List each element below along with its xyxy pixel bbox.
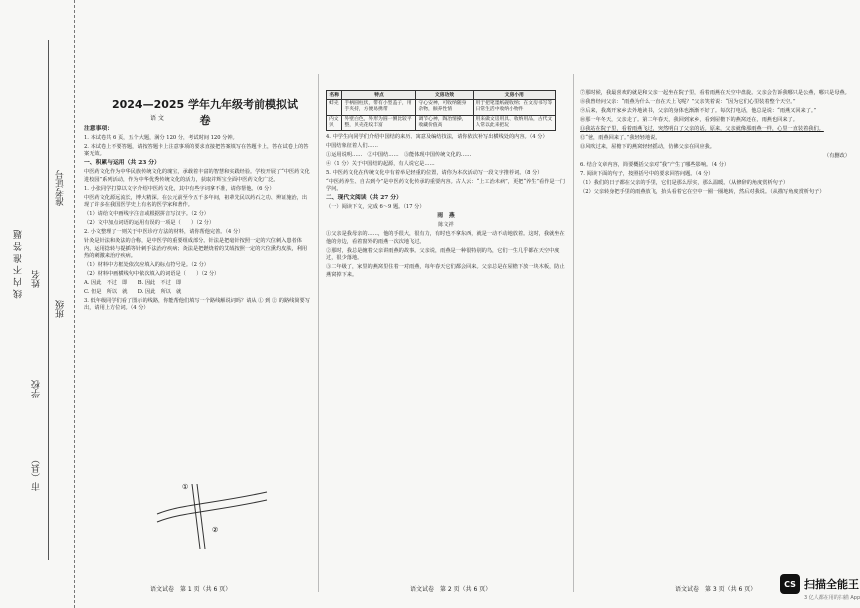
page1-column [84,126,312,314]
scanner-logo-icon: CS [780,574,800,594]
paragraph: ①运用说明…… ②中国结…… ③能体现中国传统文化的…… [326,152,472,159]
map-road [157,500,267,522]
question: 7. 阅读下面的句子，按照括号中的要求回答问题。（4 分） [580,171,714,177]
route-map [152,474,272,554]
map-road [197,484,205,549]
question: （1）我们的日子都在父亲的手里，它们是那么厚实，那么温暖。（从修辞的角度赏析句子） [580,180,789,186]
binding-line [48,40,49,560]
info-table [326,90,556,131]
option: A. 因此 不过 即 B. 因此 不过 即 [84,280,182,287]
map-road [192,484,200,549]
binding-warning: 线 内 不 准 答 题 [14,230,24,299]
section-title: 二、现代文阅读（共 27 分） [326,195,402,202]
page2-column [326,90,566,281]
paragraph: ⑪我站在院子里，看着雨燕飞过，突然明白了父亲的话。原来，父亲就像那雨燕一样，心里一直装着我们。 [580,126,824,132]
paragraph: 中医药文化作为中华民族传统文化的瑰宝，承载着丰富的智慧和实践经验。学校开展了“中医药文化进校园”系列活动，作为中华优秀传统文化的活力，获取并辉宝全面中医药文化广泛。 [84,169,310,183]
paragraph: 针灸是针法和灸法的合称，是中医学的重要组成部分。针法是把毫针按照一定的穴位刺入患者体内，运用捻转与提插等针刺手法治疗疾病；灸法是把燃烧着的艾绒按照一定的穴位熏灼皮肤，利用热的刺激来治疗疾病。 [84,238,308,260]
table-header: 特点 [342,91,416,100]
question: （2）材料中画横线句中依次填入的词语是（ ）（2 分） [84,271,220,278]
map-label: ① [182,483,189,491]
paragraph: ③二年级了，家里的燕窝里住着一对雨燕，每年春天它们都会回来。父亲总是在屋檐下放一块木板，防止燕窝掉下来。 [326,264,565,278]
paragraph: ①父亲是我母亲的……，他的手很大，很有力，有时也不拿东西，就是一动不动地放着。这时，我就坐在他的旁边，看着窗外的雨燕一次次地飞过。 [326,231,565,245]
page3-footer: 语文试卷 第 3 页（共 6 页） [675,586,757,593]
county-label: 市（县） [32,455,42,491]
paragraph: ⑨后来，我离开家乡去外地读书，父亲的身体也渐渐不好了。每次打电话，他总是说：“雨燕又回来了。” [580,108,817,114]
scanner-name: 扫描全能王 [804,578,859,591]
question: （2）文中加点词语的运用有误的一项是（ ）（2 分） [84,220,215,227]
question: （1）请给文中画线字注音或根据拼音写汉字。（2 分） [84,211,209,218]
page-title: 2024—2025 学年九年级考前模拟试卷 [111,98,299,127]
paragraph: 中医药文化源远流长，博大精深。在公元前至今五千多年间，祖辈先民以药石之功、辨证施治，出现了许多在我国医学史上有名的医学家和著作。 [84,194,308,209]
name-label: 姓名 [32,270,42,288]
question: （2）父亲转身把手里的雨燕放飞，抬头看着它在空中一圈一圈地转，然后对我说。（从描写角度赏析句子） [580,189,825,195]
table-header: 名称 [327,91,342,100]
paragraph: ⑫“爸，雨燕回来了。”我轻轻地说。 [580,135,661,141]
class-label: 班级 [56,300,66,318]
table-header: 文房功效 [416,91,473,100]
table-cell: 外壁白色，外形为圆一侧比较平整，贝壳花纹丰富 [342,115,416,130]
note-item: 1. 本试卷共 6 页，五个大题，满分 120 分，考试时间 120 分钟。 [84,135,238,141]
column-divider [573,74,574,592]
page-subtitle: 语 文 [150,115,164,122]
question: 2. 小文整理了一则关于中医诊疗方法的材料，请你帮他完善。（4 分） [84,229,244,236]
binding-margin [0,0,75,608]
paragraph: ②那时，我总是缠着父亲讲雨燕的故事。父亲说，雨燕是一种很特别的鸟，它们一生几乎都在天空中度过，很少落地。 [326,247,560,262]
question: 5. 中医药文化在传统文化中有着举足轻重的位置，请你为本次活动写一段文字推荐词。（8 分） [326,170,543,177]
school-label: 学校 [32,380,42,398]
table-row [327,115,556,130]
map-label: ② [212,526,219,534]
option: C. 但是 所以 就 D. 因此 所以 就 [84,289,182,296]
question: （一）阅读下文，完成 6～9 题。（17 分） [326,204,425,211]
question: （1）材料中方框处依次应填入的标点符号是。（2 分） [84,262,209,269]
exam-no-label: 准考证号 [56,170,66,206]
table-header: 文房小用 [473,91,556,100]
scanner-tagline: 3 亿人都在用的扫描 App [804,595,860,601]
paragraph: ⑦那时候，我最喜欢的就是和父亲一起坐在院子里，看着雨燕在天空中盘旋。父亲会告诉我哪只是公燕，哪只是母燕。 [580,90,850,96]
table-cell: 用于把笔墨纸砚收纳；在文房书写等日常生活中收纳小物件 [473,100,556,115]
question: 4. 中学生向同学们介绍中国结的来历、寓意及编结技法，请你依次补写出横线处的内容。（4 分） [326,134,548,141]
table-cell: 调节心神，陶冶情操，收藏价值高 [416,115,473,130]
table-header-row [327,91,556,100]
article-title: 雨 燕 [437,213,455,220]
table-cell: 内文贝 [327,115,342,130]
notes-title: 注意事项： [84,126,113,132]
column-divider [318,74,319,592]
page1-footer: 语文试卷 第 1 页（共 6 页） [150,586,232,593]
table-cell: 蚌壳 [327,100,342,115]
page3-column [580,90,850,198]
paragraph: ⑧我曾经问父亲：“雨燕为什么一直在天上飞呢？”父亲笑着说：“因为它们心里装着整个天空。” [580,99,796,105]
table-cell: 手柄圆柱状，带有小型盖子，用手夹持，方便易携带 [342,100,416,115]
remark: （有删改） [824,153,850,159]
scanner-watermark [780,567,859,601]
paragraph: 中国结象征着人们…… [326,143,378,150]
question: 3. 低年级同学们看了图示的线路，你能帮他们填写一个路线解说词吗？请从 ① 到 ② 的路线简要写出，请用上方位词。（4 分） [84,298,310,312]
table-cell: 守心安神，可收纳随身杂物，颐养性情 [416,100,473,115]
paragraph: ④（1 分）关于中国结的起源，有人说它是…… [326,161,435,168]
paragraph: ⑬风吹过来，屋檐下的燕窝轻轻摇动，仿佛父亲在回应我。 [580,144,715,150]
page2-footer: 语文试卷 第 2 页（共 6 页） [410,586,492,593]
question: 1. 小张同学打算以文字介绍中医药文化，其中有些字词拿不准，请你帮他。（6 分） [84,185,275,192]
table-cell: 用来做文房用具、收纳用品，古代文人常以此来把玩 [473,115,556,130]
question: 6. 结合文章内容，简要概括父亲对“我”产生了哪些影响。（4 分） [580,162,730,168]
section-title: 一、积累与运用（共 23 分） [84,160,160,167]
article-author: 陈文祥 [438,222,454,229]
table-row [327,100,556,115]
note-item: 2. 本试卷上不要答题，请按答题卡上注意事项的要求直接把答案填写在答题卡上，答在试卷上的答案无效。 [84,144,309,158]
paragraph: ⑩那一年冬天，父亲走了。第二年春天，我回到家乡，看到屋檐下的燕窝还在，雨燕也回来了。 [580,117,798,123]
paragraph: “中医药养生、自古到今”是中医药文化传承的重要内容。古人云：“上工治未病”，更把“养生”看作是一门学问。 [326,179,565,193]
